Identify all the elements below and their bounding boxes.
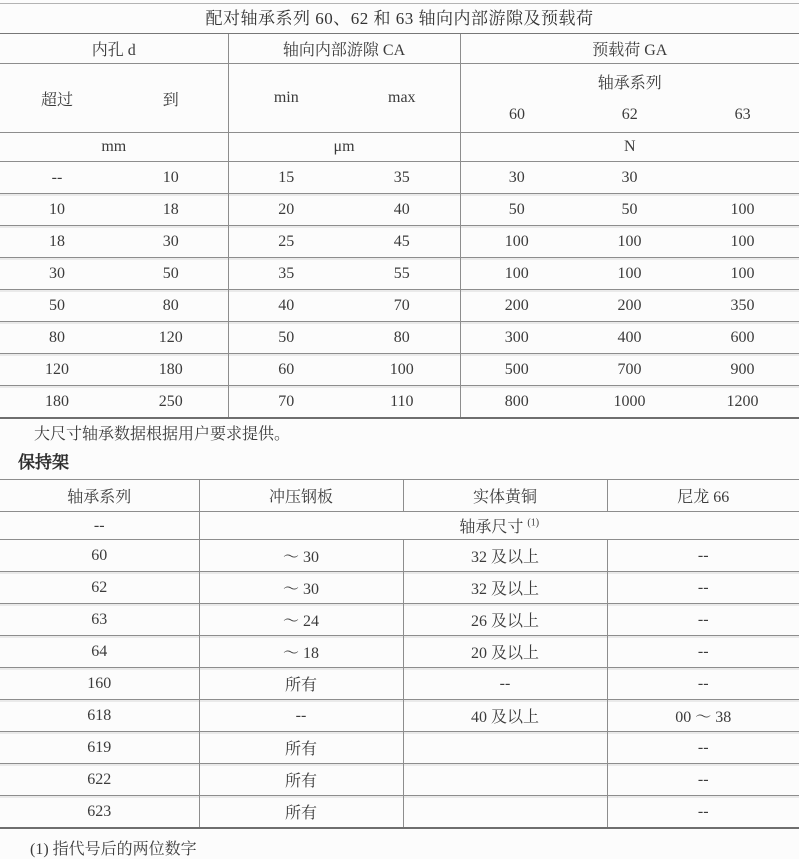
table-cell: 30 bbox=[573, 162, 686, 194]
table-cell: 30 bbox=[0, 258, 114, 290]
table-cell: -- bbox=[607, 604, 799, 636]
table-cell: ～ 30 bbox=[199, 540, 403, 572]
table-row bbox=[0, 258, 799, 290]
table-cell: 200 bbox=[460, 290, 573, 322]
table-row bbox=[0, 386, 799, 419]
table-cell: 64 bbox=[0, 636, 199, 668]
table-cell: 1200 bbox=[686, 386, 799, 419]
table-row bbox=[0, 732, 799, 764]
table-cell: -- bbox=[607, 732, 799, 764]
table-cell: 600 bbox=[686, 322, 799, 354]
table-cell bbox=[403, 764, 607, 796]
series-cell bbox=[461, 64, 799, 132]
bearing-size-label: 轴承尺寸 bbox=[459, 519, 524, 536]
table-cell: 70 bbox=[228, 386, 344, 419]
table-cell: 100 bbox=[573, 258, 686, 290]
col-group-bore: 内孔 d bbox=[0, 34, 228, 64]
table-row bbox=[0, 162, 799, 194]
table-cell: 80 bbox=[114, 290, 228, 322]
table-cell: 100 bbox=[686, 258, 799, 290]
cage-section-heading: 保持架 bbox=[18, 453, 69, 472]
table-row bbox=[0, 668, 799, 700]
large-size-note: 大尺寸轴承数据根据用户要求提供。 bbox=[34, 426, 291, 443]
header-pressed-steel: 冲压钢板 bbox=[199, 480, 403, 512]
table-cell: 所有 bbox=[199, 764, 403, 796]
table-cell: 所有 bbox=[199, 796, 403, 829]
table-cell: 100 bbox=[344, 354, 460, 386]
table-cell: ～ 30 bbox=[199, 572, 403, 604]
table-cell: 160 bbox=[0, 668, 199, 700]
table-cell: 35 bbox=[228, 258, 344, 290]
table-cell: 100 bbox=[573, 226, 686, 258]
table-cell: 350 bbox=[686, 290, 799, 322]
table-cell: 80 bbox=[0, 322, 114, 354]
table-row bbox=[0, 290, 799, 322]
table-cell: ～ 24 bbox=[199, 604, 403, 636]
col-group-clearance: 轴向内部游隙 CA bbox=[228, 34, 460, 64]
table-cell: -- bbox=[607, 796, 799, 829]
table-cell: 20 bbox=[228, 194, 344, 226]
table-cell: 200 bbox=[573, 290, 686, 322]
table-cell: 10 bbox=[0, 194, 114, 226]
table-cell: 300 bbox=[460, 322, 573, 354]
table-cell: 10 bbox=[114, 162, 228, 194]
header-nylon-66: 尼龙 66 bbox=[607, 480, 799, 512]
table-cell: 50 bbox=[114, 258, 228, 290]
header-bearing-series: 轴承系列 bbox=[0, 480, 199, 512]
bearing-size-row bbox=[0, 512, 799, 540]
table-cell bbox=[403, 796, 607, 829]
unit-n: N bbox=[460, 133, 799, 162]
table-cell: 618 bbox=[0, 700, 199, 732]
table-row bbox=[0, 796, 799, 829]
table-cell: 80 bbox=[344, 322, 460, 354]
table-cell: 18 bbox=[114, 194, 228, 226]
table-row bbox=[0, 194, 799, 226]
table-cell: 60 bbox=[0, 540, 199, 572]
table-row bbox=[0, 572, 799, 604]
table-cell: 30 bbox=[460, 162, 573, 194]
table-cell: 619 bbox=[0, 732, 199, 764]
table-cell: 所有 bbox=[199, 668, 403, 700]
table-subheader-row bbox=[0, 64, 799, 133]
table-row bbox=[0, 322, 799, 354]
table-cell: 50 bbox=[0, 290, 114, 322]
table-cell: 25 bbox=[228, 226, 344, 258]
table-row bbox=[0, 604, 799, 636]
table-cell: 50 bbox=[573, 194, 686, 226]
table-cell: 45 bbox=[344, 226, 460, 258]
table-cell: -- bbox=[199, 700, 403, 732]
table-cell: 100 bbox=[686, 226, 799, 258]
table-cell: 60 bbox=[228, 354, 344, 386]
table-cell: 26 及以上 bbox=[403, 604, 607, 636]
table-cell: -- bbox=[607, 540, 799, 572]
subheader-over: 超过 bbox=[0, 64, 114, 133]
table-cell: -- bbox=[607, 636, 799, 668]
table-cell: 623 bbox=[0, 796, 199, 829]
table-cell: 55 bbox=[344, 258, 460, 290]
table-cell: 35 bbox=[344, 162, 460, 194]
table-cell: 40 及以上 bbox=[403, 700, 607, 732]
col-group-preload: 预载荷 GA bbox=[460, 34, 799, 64]
subheader-series-cell bbox=[460, 64, 799, 133]
table-cell: -- bbox=[607, 572, 799, 604]
table-cell: 32 及以上 bbox=[403, 540, 607, 572]
table-cell: 15 bbox=[228, 162, 344, 194]
footnote-marker: (1) bbox=[527, 517, 540, 529]
table-cell: 180 bbox=[0, 386, 114, 419]
table-cell: 30 bbox=[114, 226, 228, 258]
table-cell: -- bbox=[403, 668, 607, 700]
table-header-row bbox=[0, 480, 799, 512]
header-solid-brass: 实体黄铜 bbox=[403, 480, 607, 512]
table-row bbox=[0, 700, 799, 732]
table-cell: ～ 18 bbox=[199, 636, 403, 668]
table-cell: 700 bbox=[573, 354, 686, 386]
table-row bbox=[0, 540, 799, 572]
table-row bbox=[0, 764, 799, 796]
table-row bbox=[0, 354, 799, 386]
table-cell: -- bbox=[0, 162, 114, 194]
table-cell: 18 bbox=[0, 226, 114, 258]
series-62: 62 bbox=[621, 106, 638, 123]
table-cell: 800 bbox=[460, 386, 573, 419]
cage-table bbox=[0, 479, 799, 829]
series-numbers bbox=[461, 98, 799, 132]
units-row bbox=[0, 133, 799, 162]
table-cell: 250 bbox=[114, 386, 228, 419]
table-cell: 110 bbox=[344, 386, 460, 419]
table-cell: 120 bbox=[0, 354, 114, 386]
document-page bbox=[0, 3, 799, 858]
table-cell: 100 bbox=[460, 258, 573, 290]
clearance-preload-table bbox=[0, 34, 799, 419]
table-cell: -- bbox=[607, 764, 799, 796]
footnote: (1) 指代号后的两位数字 bbox=[30, 841, 197, 858]
table-row bbox=[0, 226, 799, 258]
table-cell: 40 bbox=[344, 194, 460, 226]
table-cell: 900 bbox=[686, 354, 799, 386]
table-cell: 100 bbox=[460, 226, 573, 258]
table-cell: 120 bbox=[114, 322, 228, 354]
subheader-min: min bbox=[228, 64, 344, 133]
table-cell: 180 bbox=[114, 354, 228, 386]
table-cell: -- bbox=[607, 668, 799, 700]
table-cell: 400 bbox=[573, 322, 686, 354]
table-cell: 500 bbox=[460, 354, 573, 386]
table-cell: 00 ～ 38 bbox=[607, 700, 799, 732]
unit-um: μm bbox=[228, 133, 460, 162]
table-header-row bbox=[0, 34, 799, 64]
table-cell: 1000 bbox=[573, 386, 686, 419]
unit-mm: mm bbox=[0, 133, 228, 162]
table-cell: 70 bbox=[344, 290, 460, 322]
table-cell: 40 bbox=[228, 290, 344, 322]
table-cell bbox=[403, 732, 607, 764]
table-cell: 20 及以上 bbox=[403, 636, 607, 668]
table-cell: 622 bbox=[0, 764, 199, 796]
series-label: 轴承系列 bbox=[597, 74, 662, 92]
subheader-to: 到 bbox=[114, 64, 228, 133]
table-row bbox=[0, 636, 799, 668]
table-cell: -- bbox=[0, 512, 199, 540]
table-cell: 50 bbox=[228, 322, 344, 354]
table-cell: 所有 bbox=[199, 732, 403, 764]
table-cell: 100 bbox=[686, 194, 799, 226]
subheader-max: max bbox=[344, 64, 460, 133]
page-title: 配对轴承系列 60、62 和 63 轴向内部游隙及预载荷 bbox=[0, 4, 799, 34]
table-cell: 62 bbox=[0, 572, 199, 604]
table-cell: 63 bbox=[0, 604, 199, 636]
table-cell: 32 及以上 bbox=[403, 572, 607, 604]
bearing-size-label-cell bbox=[199, 512, 799, 540]
table-cell: 50 bbox=[460, 194, 573, 226]
table-cell bbox=[686, 162, 799, 194]
series-63: 63 bbox=[734, 106, 751, 123]
series-60: 60 bbox=[508, 106, 525, 123]
